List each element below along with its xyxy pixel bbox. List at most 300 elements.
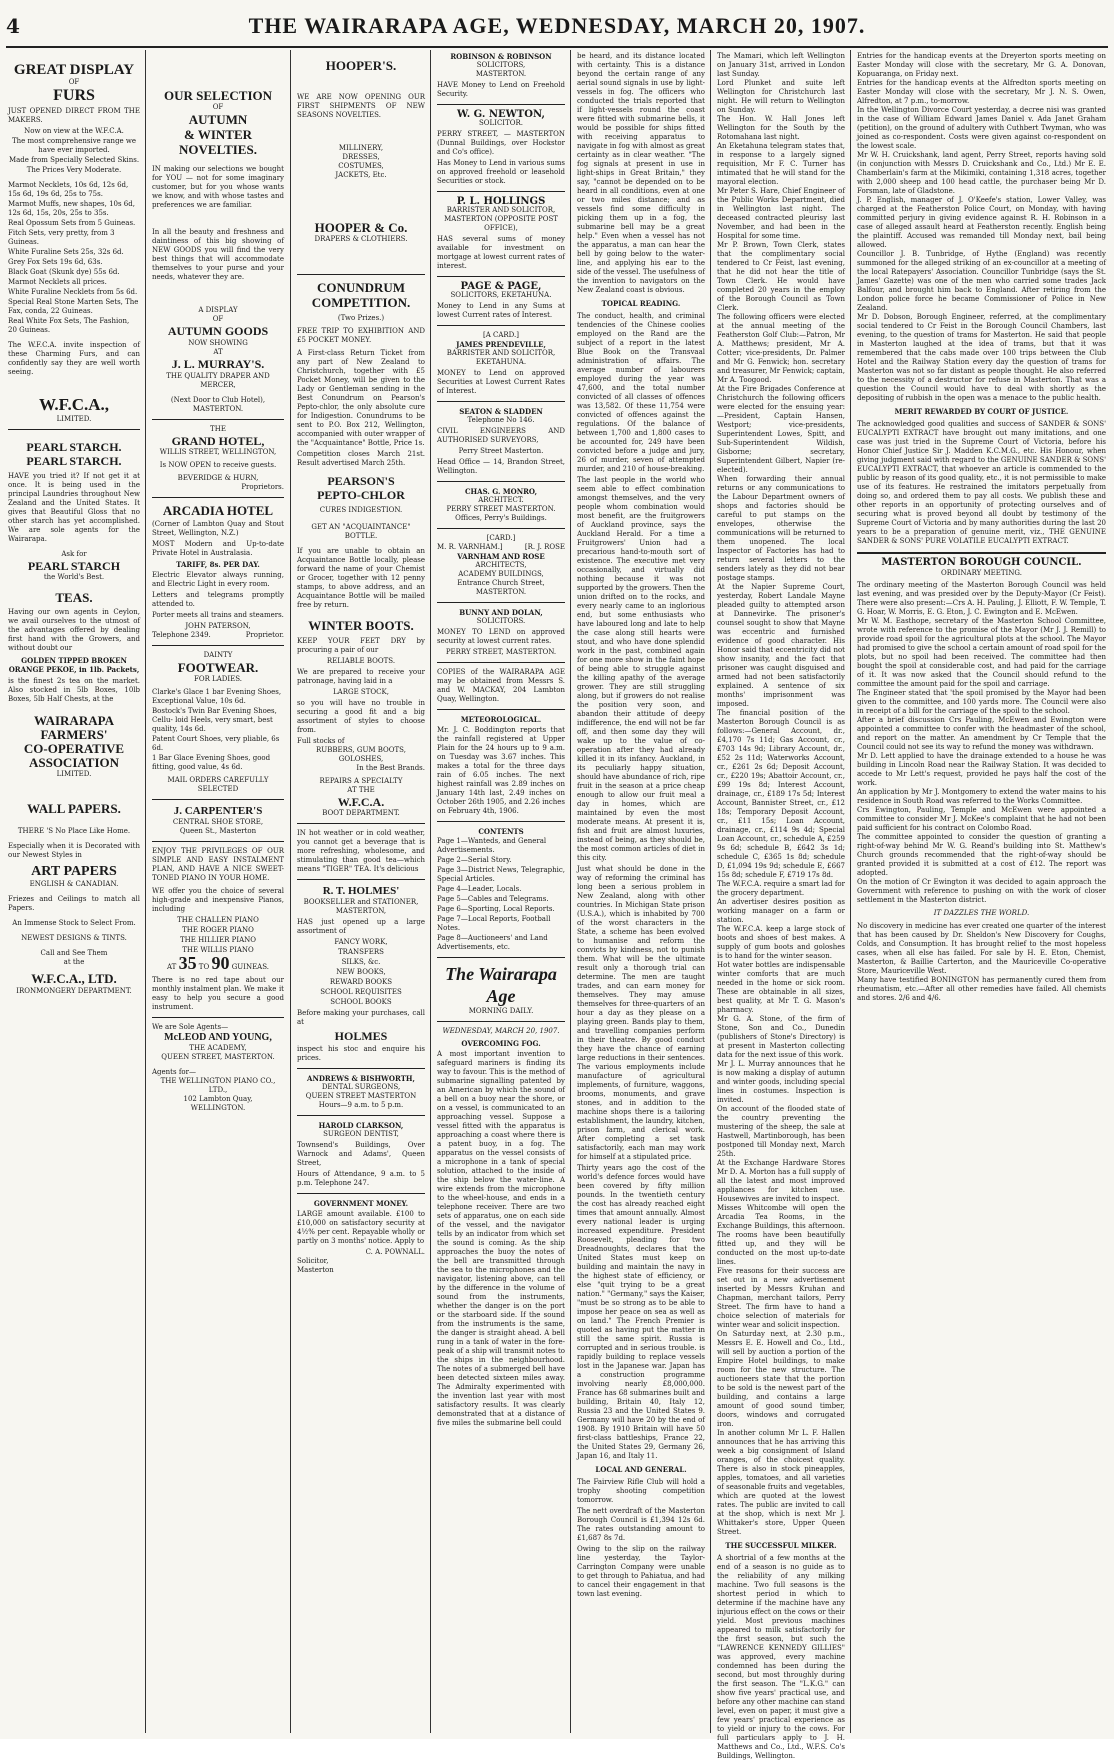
piano-heading: ENJOY THE PRIVILEGES OF OUR SIMPLE AND EASY INSTALMENT PLAN, AND HAVE A NICE SWEET-TONED PIANO IN YOUR HOME. — [152, 847, 284, 882]
text-line: Proprietors. — [241, 483, 284, 491]
divider — [297, 1193, 425, 1194]
topical-heading: TOPICAL READING. — [601, 299, 681, 308]
divider — [437, 104, 565, 105]
conundrum-heading: COMPETITION. — [311, 295, 411, 310]
list-item: Marmot Muffs, new shapes, 10s 6d, 12s 6d, 15s, 20s, 25s to 35s. — [8, 200, 135, 217]
text-line: HAS just opened up a large assortment of — [297, 918, 425, 935]
text-line: COSTUMES, — [338, 162, 384, 170]
bunny-heading: BUNNY AND DOLAN, — [459, 608, 543, 617]
divider — [437, 662, 565, 663]
furs-title: FURS — [53, 87, 95, 104]
column-rule — [430, 50, 431, 1733]
pearl-heading: PEARL STARCH. — [26, 440, 122, 454]
text-line: Agents for— — [152, 1068, 196, 1076]
borough-council-heading: MASTERTON BOROUGH COUNCIL. — [857, 552, 1106, 569]
text-line: SOLICITOR. — [479, 119, 523, 127]
wairarapa-age-masthead: The Wairarapa Age — [445, 964, 557, 1006]
text-line: WE ARE NOW OPENING OUR FIRST SHIPMENTS OF NEW SEASONS NOVELTIES. — [297, 93, 425, 119]
text-line: ARCHITECT. — [478, 496, 524, 504]
text-line: Is NOW OPEN to receive guests. — [159, 461, 277, 469]
text-line: C. A. POWNALL. — [365, 1248, 425, 1256]
arcadia-footer — [152, 631, 284, 640]
text-line: PERRY STREET, MASTERTON. — [445, 648, 557, 656]
selection-line: & WINTER — [183, 127, 253, 142]
text-line: PERRY STREET, — MASTERTON (Dunnal Buildings, over Hockstor and Co's office). — [437, 130, 565, 156]
winter-boots-heading: WINTER BOOTS. — [308, 618, 414, 633]
arcadia-heading: ARCADIA HOTEL — [162, 503, 274, 518]
article-body: No discovery in medicine has ever created one quarter of the interest that has been caused by Dr. Sheldon's New Discovery for Coughs, Colds, and Consumption. It has brought relief to the most hopeless cases, when all else has failed. For sale by H. E. Eton, Chemist, Masterton, & Baillie Carterton, and the Mauriceville Co-operative Store, Mauriceville West. Many have testified BONINGTON has permanently cured them from rheumatism, etc.—After all other remedies have failed. All chemists and stores. 2/6 and 4/6. — [857, 922, 1106, 1002]
text-line: Solicitor, — [297, 1257, 329, 1265]
hooper-co-heading: HOOPER & Co. — [314, 220, 408, 235]
pearl-name: PEARL STARCH — [27, 559, 121, 573]
text-line: Now on view at the W.F.C.A. — [24, 127, 124, 135]
text-line: inspect his stoc and enquire his prices. — [297, 1045, 425, 1062]
list-item: White Furaline Necklets from 5s 6d. — [8, 288, 138, 296]
pearsons-heading: PEPTO-CHLOR — [317, 488, 405, 502]
article-body: A shortrial of a few months at the end of a season is no guide as to the reliability of any milking machine. Two full seasons is the shortest period in which to determine if the machine have any injurious effect on the cows or their yield. Most previous machines appeared to milk satisfactorily for the first season, but such the "LAWRENCE KENNEDY GILLIES" was approved, every machine condemned has been during the second, but most throughly during the first season. The "L.K.G." can show five years' practical use, and before any other machine can stand level, even on paper, it must give a few years' practical experience as to yield or injury to the cows. For full particulars apply to J. H. Matthews and Co., Ltd., W.F.S. Co's Buildings, Wellington. — [717, 1554, 846, 1760]
list-item: THE HILLIER PIANO — [179, 936, 257, 944]
column-2 — [152, 50, 284, 1733]
text-line: CENTRAL SHOE STORE, — [172, 818, 264, 826]
text-line: (Next Door to Club Hotel), — [170, 396, 266, 404]
wfca-name-line: CO-OPERATIVE — [23, 741, 125, 756]
text-line: THE QUALITY DRAPER AND MERCER, — [166, 372, 270, 389]
teas-heading: TEAS. — [55, 590, 93, 605]
text-line: QUEEN STREET, MASTERTON. — [161, 1053, 275, 1061]
divider — [152, 841, 284, 842]
text-line: Proprietor. — [245, 631, 284, 639]
text-line: Townsend's Buildings, Over Warnock and Adams', Queen Street, — [297, 1141, 425, 1167]
selection-line: AUTUMN — [188, 112, 248, 127]
text-line: A DISPLAY — [198, 306, 238, 314]
text-line: (Corner of Lambton Quay and Stout Street, Wellington, N.Z.) — [152, 520, 284, 537]
list-item: Page 6—Sporting, Local Reports. — [437, 905, 555, 913]
wallpaper-heading: WALL PAPERS. — [27, 801, 121, 816]
divider — [437, 481, 565, 482]
text-line: [R. J. ROSE — [524, 543, 565, 551]
article-body: Just what should be done in the way of reforming the criminal has long been a serious problem in New Zealand, along with other countries. In Michigan State prison (U.S.A.), which is inhabited by 700 of the worst characters in the State, a scheme has been evolved to humanise and reform the convicts by kindness, not to punish them. What will be the ultimate result only a thorough trial can determine. The men are taught trades, and can earn money for themselves. They may amuse themselves for three-quarters of an hour a day as they please on a playing green. Bands play to them, and travelling companies perform in their theatre. By good conduct they have the chance of earning large reductions in their sentences. The various employments include manufacture of agricultural implements, of furniture, waggons, brooms, monuments, and grave stones, and in addition to the machine shops there is a tailoring establishment, the laundry, kitchen, prison farm, and clerical work. After completing a set task satisfactorily, each man may work for himself at a stipulated price. — [577, 865, 705, 1161]
divider — [297, 879, 425, 880]
text-line: IRONMONGERY DEPARTMENT. — [16, 987, 132, 995]
text-line: SURGEON DENTIST, — [323, 1130, 399, 1138]
furs-lines — [8, 127, 140, 175]
list-item: SCHOOL REQUISITES — [320, 988, 402, 996]
text-line: DRAPERS & CLOTHIERS. — [314, 235, 408, 243]
list-item: Real White Fox Sets, The Fashion, 20 Guineas. — [8, 317, 130, 334]
piano-list — [152, 916, 284, 955]
clarkson-heading: HAROLD CLARKSON, — [318, 1121, 404, 1130]
text-line: Telephone No 146. — [467, 416, 535, 424]
conundrum-body: A First-class Return Ticket from any part of New Zealand to Christchurch, together with £5 Pocket Money, will be given to the Lady or Gentleman sending in the Best Conundrum on Pearson's Pepto-chlor, the only absolute cure for Indigestion. Conundrums to be sent to P.O. Box 212, Wellington, accompanied with outer wrapper of the "Acquaintance" Bottle, Price 1s. — [297, 349, 425, 447]
text-line: BEVERIDGE & HURN, — [177, 474, 259, 482]
divider — [152, 799, 284, 800]
column-1 — [8, 50, 140, 1733]
text-line: Money to Lend in any Sums at lowest Current rates of Interest. — [437, 302, 565, 319]
label: AT — [166, 963, 177, 971]
text-line: We are prepared to receive your patronage, having laid in a — [297, 668, 425, 685]
text-line: Call and See Them — [40, 949, 108, 957]
text-line: In the Best Brands. — [356, 764, 425, 772]
list-item: Clarke's Glace 1 bar Evening Shoes, Exceptional Value, 10s 6d. — [152, 688, 282, 705]
text-line: MOST Modern and Up-to-date Private Hotel in Australasia. — [152, 540, 284, 557]
text-line: ARCHITECTS, — [475, 561, 527, 569]
text-line: ACADEMY BUILDINGS, — [458, 570, 544, 578]
text-line: Especially when it is Decorated with our Newest Styles in — [8, 842, 140, 859]
column-rule — [570, 50, 571, 1733]
text-line: Entrance Church Street, MASTERTON. — [457, 579, 545, 596]
label: LIMITED. — [56, 415, 92, 423]
text-line: There is no red tape about our monthly instalment plan. We make it easy to help you secure a good instrument. — [152, 976, 284, 1011]
text-line: Made from Specially Selected Skins. — [8, 156, 140, 164]
text-line: Offices, Perry's Buildings. — [455, 514, 547, 522]
list-item: THE ROGER PIANO — [182, 926, 254, 934]
divider — [437, 602, 565, 603]
article-body: The last people in the world who seem able to effect combination amongst themselves, and the very people whom combination would most benefit, are the fruitgrowers of Auckland province, says the Auckland Herald. For a time a Fruitgrowers' Union had a precarious hand-to-mouth sort of existence. The executive met very occasionally, and virtually did nothing because it was not supported by the growers. Then the union drifted on to the rocks, and every nearly came to an inglorious end, but some enthusiasts who have laboured long and late to help the case along still hearts were stout, and who have done splendid work in the past, combined again for one more show in the faint hope of being able to struggle against the killing apathy of the average grower. They are still struggling along, but if growers do not realise the position very soon, and abandon their attitude of deepy indifference, the end will not be far off, and then some day they will wake up to the value of co-operation after they had already killed it in its infancy. Auckland, in its peculiarly happy situation, should have abundance of rich, ripe fruit in the season at a price cheap enough to allow our fruit meal a day in homes, which are maintained by even the most moderate means. At present it is, fish and fruit are almost luxuries, instead of being, as they should be, the most common articles of diet in this city. — [577, 476, 705, 862]
list-item: Marmot Necklets, 10s 6d, 12s 6d, 15s 6d, 19s 6d, 25s to 75s. — [8, 181, 129, 198]
list-item: SILKS, &c. — [341, 958, 381, 966]
divider — [152, 419, 284, 420]
conundrum-heading: CONUNDRUM — [316, 280, 406, 295]
newton-heading: W. G. NEWTON, — [457, 109, 545, 120]
piano-price — [152, 953, 284, 973]
teas-body: is the finest 2s tea on the market. Also stocked in 5lb Boxes, 10lb Boxes, 5lb Half Chests, at the — [8, 677, 140, 703]
text-line: 102 Lambton Quay, — [183, 1095, 253, 1103]
label: THE — [210, 425, 226, 433]
wfca-heading: W.F.C.A. — [337, 795, 385, 809]
text-line: THE WELLINGTON PIANO CO., LTD., — [160, 1077, 276, 1094]
robinson-heading: ROBINSON & ROBINSON — [450, 52, 552, 61]
text-line: NEWEST DESIGNS & TINTS. — [21, 934, 127, 942]
hollings-heading: P. L. HOLLINGS — [456, 196, 546, 207]
text-line: JOHN PATERSON, — [185, 622, 251, 630]
wfca-name-line: ASSOCIATION — [28, 755, 120, 770]
text-line: SOLICITORS. — [476, 617, 526, 625]
text-line: NOW SHOWING — [188, 339, 248, 347]
list-item: Real Opossum Sets from 5 Guineas. — [8, 219, 136, 227]
label: OF — [68, 78, 80, 86]
label: DAINTY — [203, 651, 233, 659]
divider — [437, 528, 565, 529]
divider — [437, 325, 565, 326]
label: AT — [213, 348, 223, 356]
furs-intro: JUST OPENED DIRECT FROM THE MAKERS. — [8, 107, 140, 124]
article-body: be heard, and its distance located with certainty. This is a distance beyond the certain range of any aerial sound signals in use by light-vessels in fog. The officers who conducted the trials reported that if light-vessels round the coast were fitted with submarine bells, it would be possible for ships fitted with receiving apparatus to navigate in fog with almost as great certainty as in clear weather. "The fog signals at present in use in light-ships in Great Britain," they say, "cannot be depended on to be heard in all conditions, even at one or two miles distance; and as vessels find some difficulty in picking them up in a fog, the submarine bell may be a great help." Even when a vessel has not the apparatus, a man can hear the bell by going below to the water-line, and applying his ear to the side of the vessel. The usefulness of the invention to navigators on the New Zealand coast is obvious. — [577, 52, 705, 294]
divider — [297, 823, 425, 824]
monro-heading: CHAS. G. MONRO, — [464, 487, 538, 496]
list-item: NEW BOOKS, — [336, 968, 386, 976]
list-item: Marmot Necklets all prices. — [8, 278, 107, 286]
text-line: GET AN "ACQUAINTANCE" BOTTLE. — [311, 523, 411, 540]
list-item: Page 7—Local Reports, Football Notes. — [437, 915, 551, 932]
selection-body: IN making our selections we bought for YOU — not for some imaginary customer, but for you whose wants we know, and with whose tastes and preferences we are familiar. — [152, 165, 284, 209]
furs-price-list — [8, 181, 140, 335]
andrews-heading: ANDREWS & BISHWORTH, — [307, 1074, 415, 1083]
selection-body: In all the beauty and freshness and daintiness of this big showing of NEW GOODS you will find the very best things that will accommodate themselves to your purse and your needs, whatever they are. — [152, 228, 284, 281]
text-line: MASTERTON. — [192, 405, 244, 413]
text-line: Porter meets all trains and steamers. — [152, 611, 284, 619]
text-line: LARGE STOCK, — [333, 688, 389, 696]
text-line: Hours—9 a.m. to 5 p.m. — [318, 1101, 404, 1109]
text-line: BOOT DEPARTMENT. — [322, 809, 400, 817]
label: OF — [212, 315, 224, 323]
text-line: Perry Street Masterton. — [458, 447, 544, 455]
list-item: Black Goat (Skunk dye) 55s 6d. — [8, 268, 120, 276]
article-body: Owing to the slip on the railway line yesterday, the Taylor-Carrington Company were unable to get through to Pahiatua, and had to cancel their engagement in that town last evening. — [577, 1545, 705, 1598]
furs-heading: GREAT DISPLAY — [13, 62, 135, 78]
text-line: KEEP YOUR FEET DRY by procuring a pair of our — [297, 637, 425, 654]
merit-heading: MERIT REWARDED BY COURT OF JUSTICE. — [894, 407, 1069, 416]
hoopers-heading: HOOPER'S. — [325, 58, 397, 73]
list-item: Page 3—District News, Telegraphic, Special Articles. — [437, 866, 565, 883]
pearsons-heading: PEARSON'S — [327, 474, 395, 488]
text-line: WELLINGTON. — [190, 1104, 246, 1112]
text-line: FREE TRIP TO EXHIBITION AND £5 POCKET MONEY. — [297, 327, 425, 344]
text-line: Competition closes March 21st. Result advertised March 25th. — [297, 450, 425, 467]
page-number: 4 — [6, 14, 20, 38]
divider — [152, 497, 284, 498]
masthead — [6, 6, 1108, 48]
divider — [297, 274, 425, 275]
list-item: Page 4—Leader, Locals. — [437, 885, 522, 893]
label: TO — [198, 963, 210, 971]
date-line: WEDNESDAY, MARCH 20, 1907. — [442, 1027, 560, 1035]
label: OF — [212, 103, 224, 111]
article-body: The nett overdraft of the Masterton Borough Council is £1,394 12s 6d. The rates outstanding amount to £1,687 8s 7d. — [577, 1507, 705, 1542]
text-line: BARRISTER AND SOLICITOR, — [446, 349, 556, 357]
list-item: FANCY WORK, — [334, 938, 388, 946]
price-high: 90 — [211, 953, 230, 973]
text-line: An Immense Stock to Select From. — [12, 919, 136, 927]
divider — [152, 1017, 284, 1018]
divider — [297, 1115, 425, 1116]
text-line: Electric Elevator always running, and Electric Light in every room. — [152, 571, 284, 588]
text-line: If you are unable to obtain an Acquaintance Bottle locally, please forward the name of your Chemist or Grocer, together with 12 penny stamps, to above address, and an Acquaintance Bottle will be mailed free by return. — [297, 547, 425, 609]
text-line: Before making your purchases, call at — [297, 1009, 425, 1026]
list-item: TRANSFERS — [338, 948, 384, 956]
teas-body: Having our own agents in Ceylon, we avail ourselves to the utmost of the advantages offered by dealing first hand with the Growers, and without doubt our — [8, 608, 140, 652]
list-item: Grey Fox Sets 19s 6d, 63s. — [8, 258, 103, 266]
autumn-goods-heading: AUTUMN GOODS — [167, 324, 269, 338]
label: LIMITED. — [56, 770, 92, 778]
list-item: White Furaline Sets 25s, 32s 6d. — [8, 248, 124, 256]
column-rule — [850, 50, 851, 1733]
text-line: WILLIS STREET, WELLINGTON, — [159, 448, 277, 456]
list-item: REWARD BOOKS — [329, 978, 393, 986]
list-item: Page 2—Serial Story. — [437, 856, 512, 864]
wfca-ltd-heading: W.F.C.A., LTD. — [31, 971, 117, 986]
text-line: CIVIL ENGINEERS AND AUTHORISED SURVEYORS, — [437, 427, 565, 444]
text-line: ENGLISH & CANADIAN. — [29, 880, 119, 888]
text-line: PERRY STREET MASTERTON. — [446, 505, 556, 513]
list-item: THE CHALLEN PIANO — [177, 916, 259, 924]
text-line: at the — [63, 958, 85, 966]
page-heading: PAGE & PAGE, — [460, 281, 542, 292]
wfca-name-line: FARMERS' — [40, 727, 108, 742]
label: AT THE — [347, 786, 375, 794]
label: the World's Best. — [43, 573, 105, 581]
holmes-name: HOLMES — [334, 1029, 388, 1043]
text-line: MASTERTON. — [475, 70, 527, 78]
carpenter-heading: J. CARPENTER'S — [173, 805, 263, 817]
text-line: TARIFF, 8s. PER DAY. — [176, 560, 260, 569]
divider — [437, 957, 565, 958]
article-body: The acknowledged good qualities and success of SANDER & SONS' EUCALYPTI EXTRACT have brought out many imitations, and one case was just tried in the Supreme Court of Victoria, before his Honor Chief Justice Sir J. Madden K.C.M.G., etc. His Honour, when giving judgment said with regard to the GENUINE SANDER & SONS' EUCALYPTI EXTRACT, that whoever an article is commended to the public by reason of its good quality, etc., it is not permissible to make use of its features. He restrained the imitators perpetually from doing so, and ordered them to pay all costs. We publish these and other reports in an opportunity of protecting ourselves and of securing what is proved beyond all doubt by testimony of the Supreme Court of Victoria and by many authorities during the last 20 years to be a preparation of genuine merit, viz., THE GENUINE SANDER & SONS' PURE VOLATILE EUCALYPTI EXTRACT. — [857, 420, 1106, 545]
selection-line: NOVELTIES. — [179, 142, 257, 157]
text-line: MILLINERY, — [338, 144, 384, 152]
list-item: Page 8—Auctioneers' and Land Advertisements, etc. — [437, 934, 548, 951]
meteorological-body: Mr. J. C. Boddington reports that the rainfall registered at Upper Plain for the 24 hours up to 9 a.m. on Tuesday was 3.67 inches. This makes a total for the three days rain of 6.05 inches. The next highest rainfall was 2.89 inches on January 14th last, 2.49 inches on October 26th 1905, and 2.26 inches on February 4th, 1906. — [437, 726, 565, 815]
text-line: Has Money to Lend in various sums on approved freehold or leasehold Securities or stock. — [437, 159, 565, 185]
text-line: BOOKSELLER and STATIONER, — [303, 898, 419, 906]
column-7 — [857, 50, 1106, 1733]
local-heading: LOCAL AND GENERAL. — [595, 1465, 687, 1474]
text-line: MASTERTON, — [335, 907, 387, 915]
list-item: 1 Bar Glace Evening Shoes, good fitting, good value, 4s 6d. — [152, 754, 271, 771]
books-list — [297, 938, 425, 1007]
text-line: LARGE amount available. £100 to £10,000 on satisfactory security at 4½% per cent. Repayable wholly or partly on 3 months' notice. Apply to — [297, 1210, 425, 1245]
list-item: Page 5—Cables and Telegrams. — [437, 895, 549, 903]
label: GUINEAS. — [231, 963, 270, 971]
government-money-heading: GOVERNMENT MONEY. — [313, 1199, 409, 1208]
text-line: Telephone 2349. — [152, 631, 211, 639]
list-item: THE WILLIS PIANO — [182, 946, 254, 954]
footwear-heading: FOOTWEAR. — [177, 660, 259, 675]
pearl-heading: PEARL STARCH. — [26, 454, 122, 468]
text-line: MONEY TO LEND on approved security at lowest current rates. — [437, 628, 565, 645]
text-line: SOLICITORS, — [476, 61, 526, 69]
divider — [437, 401, 565, 402]
label: [A CARD.] — [482, 331, 519, 339]
divider — [152, 645, 284, 646]
list-item: Patent Court Shoes, very pliable, 6s 6d. — [152, 735, 280, 752]
article-body: The conduct, health, and criminal tendencies of the Chinese coolies employed on the Rand are the subject of a report in the latest Blue Book on the Transvaal administration of affairs. The average number of labourers employed during the year was 47,600, and the total number convicted of all classes of offences was 13,582. Of these 11,754 were convicted of offences against the regulations. Of the balance of between 1,700 and 1,800 cases to be accounted for, 249 have been convicted before a judge and jury, 26 of murder, seven of attempted murder, and 210 of house-breaking. — [577, 312, 705, 473]
contents-list — [437, 837, 565, 952]
text-line: HAVE Money to Lend on Freehold Security. — [437, 81, 565, 98]
text-line: JACKETS, Etc. — [335, 171, 387, 179]
column-rule — [710, 50, 711, 1733]
article-heading: OVERCOMING FOG. — [461, 1039, 541, 1048]
divider — [8, 429, 140, 430]
mcleod-heading: McLEOD AND YOUNG, — [164, 1032, 272, 1043]
text-line: ORDINARY MEETING. — [941, 569, 1022, 577]
article-body: The ordinary meeting of the Masterton Borough Council was held last evening, and was presided over by the Deputy-Mayor (Cr Feist). There were also present:—Crs A. H. Pauling, J. Elliott, F. W. Temple, T. G. Hoar, W. Morris, E. G. Eton, J. C. Ewington and E. McEwen. Mr W. M. Easthope, secretary of the Masterton School Committee, wrote with reference to the promise of the Mayor (Mr J. J. Remill) to provide road spoil for the agricultural plots at the school. The Mayor had promised to give the school a certain amount of road spoil for the plots, but no spoil had been received. The committee had then bought the spoil at considerable cost, and had paid for the carriage of it. It was now asked that the Council should refund to the committee the amount paid for the spoil and carriage. The Engineer stated that 'the spoil promised by the Mayor had been given to the committee, and 100 yards more. The Council were also in receipt of a bill for the carriage of the spoil to the school. After a brief discussion Crs Pauling, McEwen and Ewington were appointed a committee to confer with the headmaster of the school, and report on the matter. An amendment by Cr Temple that the Council could not see its way to refund the money was withdrawn. Mr D. Lett applied to have the drainage extended to a house he was building in Lincoln Road near the Railway Station. It was decided to accede to Mr Lett's request, provided he pays half the cost of the work. An application by Mr J. Montgomery to extend the water mains to his residence in South Road was referred to the Works Committee. Crs Ewington, Pauling, Temple and McEwen were appointed a committee to consider Mr J. McKee's complaint that he had not been paid sufficient for his contract on Colombo Road. The committee appointed to consider the question of granting a right-of-way behind Mr W. G. Reand's building into St. Matthew's Church grounds recommended that the right-of-way should be granted provided it is submitted at a cost of £12. The report was adopted. On the motion of Cr Ewington it was decided to again approach the Government with reference to pushing on with the work of closer settlement in the Masterton district. — [857, 581, 1106, 904]
divider — [437, 709, 565, 710]
varnham-names — [437, 543, 565, 552]
text-line: MASTERTON (OPPOSITE POST OFFICE), — [444, 215, 558, 232]
contents-heading: CONTENTS — [478, 827, 524, 836]
article-body: The Mamari, which left Wellington on January 31st, arrived in London last Sunday. Lord Plunket and suite left Wellington for Christchurch last night. He will return to Wellington on Sunday. The Hon. W. Hall Jones left Wellington for the South by the Rotomahana last night. An Eketahuna telegram states that, in response to a largely signed requisition, Mr F. C. Turner has intimated that he will stand for the mayoral election. Mr Peter S. Hare, Chief Engineer of the Public Works Department, died in Wellington last night. The deceased contracted pleurisy last November, and had been in the Hospital for some time. Mr P. Brown, Town Clerk, states that the complimentary social tendered to Cr Feist, last evening, that he did not hear the title of Town Clerk. He would have completed 20 years in the employ of the Borough Council as Town Clerk. The following officers were elected at the annual meeting of the Featherston Golf Club:—Patron, Mr A. Matthews; president, Mr A. Cotter; vice-presidents, Dr. Palmer and Mr G. Fenwick; hon. secretary and treasurer, Mr Fenwick; captain, Mr A. Toogood. At the Fire Brigades Conference at Christchurch the following officers were elected for the ensuing year:—President, Captain Hansen, Westport; vice-presidents, Superintendent Lowes, Spitt, and Sub-Superintendent Wildish, Gisborne; secretary, Superintendent Gilbert, Napier (re-elected). When forwarding their annual returns or any communications to the Labour Department owners of shops and factories should be careful to put stamps on the envelopes, otherwise the communications will be returned to them unopened. The local Inspector of Factories has had to return several letters to the senders lately as they did not bear postage stamps. At the Napier Supreme Court, yesterday, Robert Landale Mayne pleaded guilty to attempted arson at Dannevirke. The prisoner's counsel sought to show that Mayne was eccentric and furnished evidence of good character. His Honor said that eccentricity did not show insanity, and the fact that prisoner was caught disguised and armed had not been satisfactorily explained. A sentence of six months' imprisonment was imposed. The financial position of the Masterton Borough Council is as follows:—General Account, dr., £4,170 7s 11d; Gas Account, cr., £703 14s 9d; Library Account, dr., £52 2s 11d; Waterworks Account, cr., £261 2s 6d; Deposit Account, cr., £220 19s; Abattoir Account, cr., £99 19s 8d; Interest Account, drainage, cr., £189 17s 5d; Interest Account, Bannister Street, cr., £12 18s; Temporary Deposit Account, cr., £11 15s; Loan Account, drainage, cr., £114 9s 4d; Special Loan Account, cr., schedule A, £259 9s 6d; schedule B, £642 3s 1d; schedule C, £365 1s 8d; schedule D, £1,094 19s 9d; schedule E, £667 15s 8d; schedule F, £719 17s 8d. The W.F.C.A. require a smart lad for the grocery department. An advertiser desires position as working manager on a farm or station. The W.F.C.A. keep a large stock of boots and shoes of best makes. A supply of gum boots and goloshes is to hand for the winter season. Hot water bottles are indispensable winter comforts that are much needed in the home or sick room. These are obtainable in all sizes, best quality, at Mr T. G. Mason's pharmacy. Mr G. A. Stone, of the firm of Stone, Son and Co., Dunedin (publishers of Stone's Directory) is at present in Masterton collecting data for the next issue of this work. Mr J. L. Murray announces that he is now making a display of autumn and winter goods, including special lines in costumes. Inspection is invited. On account of the flooded state of the country preventing the mustering of the sheep, the sale at Hastwell, Martinborough, has been postponed till Monday next, March 25th. At the Exchange Hardware Stores Mr D. A. Morton has a full supply of all the latest and most improved appliances for kitchen use. Housewives are invited to inspect. Misses Whitcombe will open the Arcadia Tea Rooms, in the Exchange Buildings, this afternoon. The rooms have been beautifully fitted up, and they will be conducted on the most up-to-date lines. Five reasons for their success are set out in a new advertisement inserted by Messrs Kruhan and Chapman, merchant tailors, Perry Street. The firm have to hand a choice selection of materials for winter wear and solicit inspection. On Saturday next, at 2.30 p.m., Messrs E. E. Howell and Co., Ltd., will sell by auction a portion of the Empire Hotel buildings, to make room for the new structure. The auctioneers state that the portion to be sold is the newest part of the building, and contains a large amount of good sound timber, doors, windows and corrugated iron. In another column Mr L. F. Hallen announces that he has arriving this week a big consignment of Island oranges, of the choicest quality. There is also in stock pineapples, apples, tomatoes, and all varieties of seasonable fruits and vegetables, which are quoted at the lowest rates. The public are invited to call at the shop, which is next Mr J. Whittaker's store, Upper Queen Street. — [717, 52, 845, 1536]
text-line: CURES INDIGESTION. — [319, 506, 403, 514]
text-line: Queen St., Masterton — [179, 827, 257, 835]
article-body: Thirty years ago the cost of the world's defence forces would have been covered by fifty million pounds. In the twentieth century the cost has already reached eight times that amount annually. Almost every national leader is urging increased expenditure. President Roosevelt, pleading for two Dreadnoughts, declares that the United States must keep on building and maintain the navy in the highest state of efficiency, or else "quit trying to be a great nation." "Germany," says the Kaiser, "must be so strong as to be able to impose her peace on sea as well as on land." The French Premier is quoted as having put the matter in still the same spirit. Russia is corrupted and in serious trouble. is rapidly building to replace vessels lost in the Japanese war. Japan has a construction programme involving nearly £8,000,000. France has 68 submarines built and building, Britain 40, Italy 12, Russia 23 and the United States 9. Germany will have 20 by the end of 1908. By 1910 Britain will have 50 first-class battleships, France 22, the United States 29, Germany 26, Japan 16, and Italy 11. — [577, 1164, 705, 1460]
pearl-body: HAVE you tried it? If not get it at once. It is being used in the principal Laundries throughout New Zealand and the United States. It gives that Beautiful Gloss that no other starch has yet accomplished. We are sole agents for the Wairarapa. — [8, 472, 140, 543]
list-item: Bostock's Twin Bar Evening Shoes, Cellu- loid Heels, very smart, best quality, 14s 6d. — [152, 707, 277, 733]
label: [CARD.] — [486, 534, 516, 542]
label: FOR LADIES. — [193, 675, 243, 683]
text-line: EKETAHUNA. — [475, 358, 527, 366]
article-body: A most important invention to safeguard mariners is finding its way to favour. This is the method of submarine signalling patented by an American by which the sound of a bell on a buoy near the shore, or on a vessel, is communicated to an approaching vessel. Suppose a vessel fitted with the apparatus is approaching a coast where there is a patent buoy, in a fog. The apparatus on the vessel consists of a microphone in a tank of special solution, attached to the inside of the ship below the water-line. A wire extends from the microphone to the wheel-house, and ends in a telephone receiver. There are two sets of apparatus, one on each side of the vessel, and the navigator tells by an indicator from which set the sound is coming. As the ship approaches the buoy the notes of the bell are transmitted through the sea to the microphones and the navigator, listening above, can tell by the difference in the volume of sound from the instruments, whether the danger is on the port or the starboard side. If the sound from the instruments is the same, the danger is straight ahead. A bell rung in a tank of water in the fore-peak of a ship will transmit notes to the ships in the neighbourhood. The notes of a submerged bell have been detected sixteen miles away. The Admiralty experimented with the invention last year with most satisfactory results. It was clearly demonstrated that at a distance of five miles the submarine bell could — [437, 1050, 565, 1427]
text-line: Masterton — [297, 1266, 334, 1274]
newspaper-title: THE WAIRARAPA AGE, WEDNESDAY, MARCH 20, 1907. — [248, 13, 866, 38]
wfca-name-line: WAIRARAPA — [34, 713, 114, 728]
text-line: Head Office — 14, Brandon Street, Wellington. — [437, 458, 565, 475]
selection-heading: OUR SELECTION — [164, 88, 272, 103]
varnham-heading: VARNHAM AND ROSE — [457, 552, 545, 561]
text-line: COPIES of the WAIRARAPA AGE may be obtained from Messrs S. and W. MACKAY, 204 Lambton Quay, Wellington. — [437, 668, 565, 703]
text-line: SOLICITORS, EKETAHUNA. — [450, 291, 552, 299]
divider — [437, 1021, 565, 1022]
furs-close: The W.F.C.A. invite inspection of these Charming Furs, and can confidently say they are well worth seeing. — [8, 341, 140, 376]
text-line: DENTAL SURGEONS, — [321, 1083, 401, 1091]
text-line: M. R. VARNHAM.] — [437, 543, 503, 551]
footwear-list — [152, 688, 284, 772]
text-line: HAS several sums of money available for investment on mortgage at lowest current rates of interest. — [437, 235, 565, 270]
article-body: Entries for the handicap events at the Dreyerton sports meeting on Easter Monday will close with the secretary, Mr G. A. Donovan, Kopuaranga, on Friday next. Entries for the handicap events at the Alfredton sports meeting on Easter Monday will close with the secretary, Mr J. N. S. Owen, Alfredton, at 7 p.m., to-morrow. In the Wellington Divorce Court yesterday, a decree nisi was granted in the case of William Edward James Daniel v. Ada Janet Graham (petition), on the ground of adultery with Cuthbert Twyman, who was joined as co-respondent. Costs were given against co-respondent on the lowest scale. Mr W. H. Cruickshank, land agent, Perry Street, reports having sold (in conjunction with Messrs D. Cruickshank and Co., Ltd.) Mr E. E. Chamberlain's farm at the Mikimiki, containing 1,318 acres, together with 2,000 sheep and 100 head cattle, the purchaser being Mr D. Forsman, late of Gladstone. J. P. English, manager of J. O'Keefe's station, Lower Valley, was charged at the Featherston Police Court, on Monday, with having committed perjury in giving evidence against R. H. Robinson in a case of alleged assault heard at Featherston recently. English being the plaintiff. Accused was remanded till Monday next, bail being allowed. Councillor J. B. Tunbridge, of Hythe (England) was recently summoned for the alleged striking of an ex-councillor at a meeting of the local Ratepayers' Association. Councillor Tunbridge (says the St. James' Gazette) was one of the men who carried some trades Jack Balfour, and brought him back to England. After retiring from the London police force he became Commissioner of Police in New Zealand. Mr D. Dobson, Borough Engineer, referred, at the complimentary social tendered to Cr Feist in the Borough Council Chambers, last evening, to the question of trams for Masterton. He said that people in Masterton laughed at the idea of trams, but that it was remembered that the cabs made over 100 trips between the Club Hotel and the Railway Station every day the question of trams for Masterton was not so far distant as people thought. He also referred to the necessity of a destructor for refuse in Masterton. That was a question the Council would have to deal with shortly as the depositing of rubbish in the open was a menace to the public health. — [857, 52, 1106, 402]
column-rule — [290, 50, 291, 1733]
text-line: MORNING DAILY. — [468, 1007, 534, 1015]
text-line: QUEEN STREET MASTERTON — [305, 1092, 417, 1100]
list-item: Fitch Sets, very pretty, from 3 Guineas. — [8, 229, 115, 246]
text-line: THERE 'S No Place Like Home. — [17, 827, 131, 835]
text-line: MAIL ORDERS CAREFULLY SELECTED — [167, 776, 269, 793]
text-line: The most comprehensive range we have ever imported. — [11, 137, 137, 154]
text-line: IT DAZZLES THE WORLD. — [933, 909, 1030, 917]
list-item: Page 1—Wanteds, and General Advertisements. — [437, 837, 547, 854]
text-line: Full stocks of — [297, 737, 345, 745]
column-5 — [577, 50, 705, 1733]
column-6 — [717, 50, 846, 1760]
holmes-heading: R. T. HOLMES' — [322, 885, 400, 897]
prendeville-heading: JAMES PRENDEVILLE, — [456, 340, 546, 349]
text-line: MONEY to Lend on approved Securities at Lowest Current Rates of Interest. — [437, 369, 565, 395]
seaton-heading: SEATON & SLADDEN — [459, 407, 543, 416]
text-line: The Prices Very Moderate. — [26, 166, 122, 174]
text-line: DRESSES, — [342, 153, 380, 161]
text-line: RUBBERS, GUM BOOTS, GOLOSHES, — [316, 746, 406, 763]
text-line: so you will have no trouble in securing a good fit and a big assortment of styles to choose from. — [297, 699, 425, 734]
column-rule — [145, 50, 146, 1733]
label: Ask for — [61, 550, 87, 558]
art-papers-heading: ART PAPERS — [31, 864, 117, 879]
text-line: Hours of Attendance, 9 a.m. to 5 p.m. Telephone 247. — [297, 1170, 425, 1187]
text-line: THE ACADEMY, — [189, 1044, 247, 1052]
text-line: (Two Prizes.) — [337, 314, 385, 322]
tiger-tea-ad: IN hot weather or in cold weather, you cannot get a beverage that is more refreshing, wholesome, and stimulating than good tea—which means "TIGER" TEA. It's delicious — [297, 829, 425, 873]
list-item: SCHOOL BOOKS — [330, 998, 392, 1006]
meteorological-heading: METEOROLOGICAL. — [460, 715, 542, 724]
divider — [437, 191, 565, 192]
text-line: BARRISTER AND SOLICITOR, — [446, 206, 556, 214]
text-line: Letters and telegrams promptly attended to. — [152, 591, 284, 608]
divider — [437, 821, 565, 822]
text-line: REPAIRS A SPECIALTY — [319, 777, 403, 785]
column-3 — [297, 50, 425, 1733]
divider — [437, 276, 565, 277]
price-low: 35 — [178, 953, 197, 973]
wfca-heading: W.F.C.A., — [38, 395, 110, 414]
grand-hotel-heading: GRAND HOTEL, — [171, 434, 265, 448]
list-item: Special Real Stone Marten Sets, The Fax, conda, 22 Guineas. — [8, 298, 139, 315]
milker-heading: THE SUCCESSFUL MILKER. — [725, 1541, 837, 1550]
divider — [297, 1068, 425, 1069]
text-line: RELIABLE BOOTS. — [326, 657, 396, 665]
column-4 — [437, 50, 565, 1733]
text-line: We are Sole Agents— — [152, 1023, 229, 1031]
article-body: The Fairview Rifle Club will hold a trophy shooting competition tomorrow. — [577, 1478, 705, 1504]
murrays-heading: J. L. MURRAY'S. — [171, 357, 265, 371]
text-line: WE offer you the choice of several high-grade and inexpensive Pianos, including — [152, 887, 284, 913]
text-line: Friezes and Ceilings to match all Papers. — [8, 895, 140, 912]
